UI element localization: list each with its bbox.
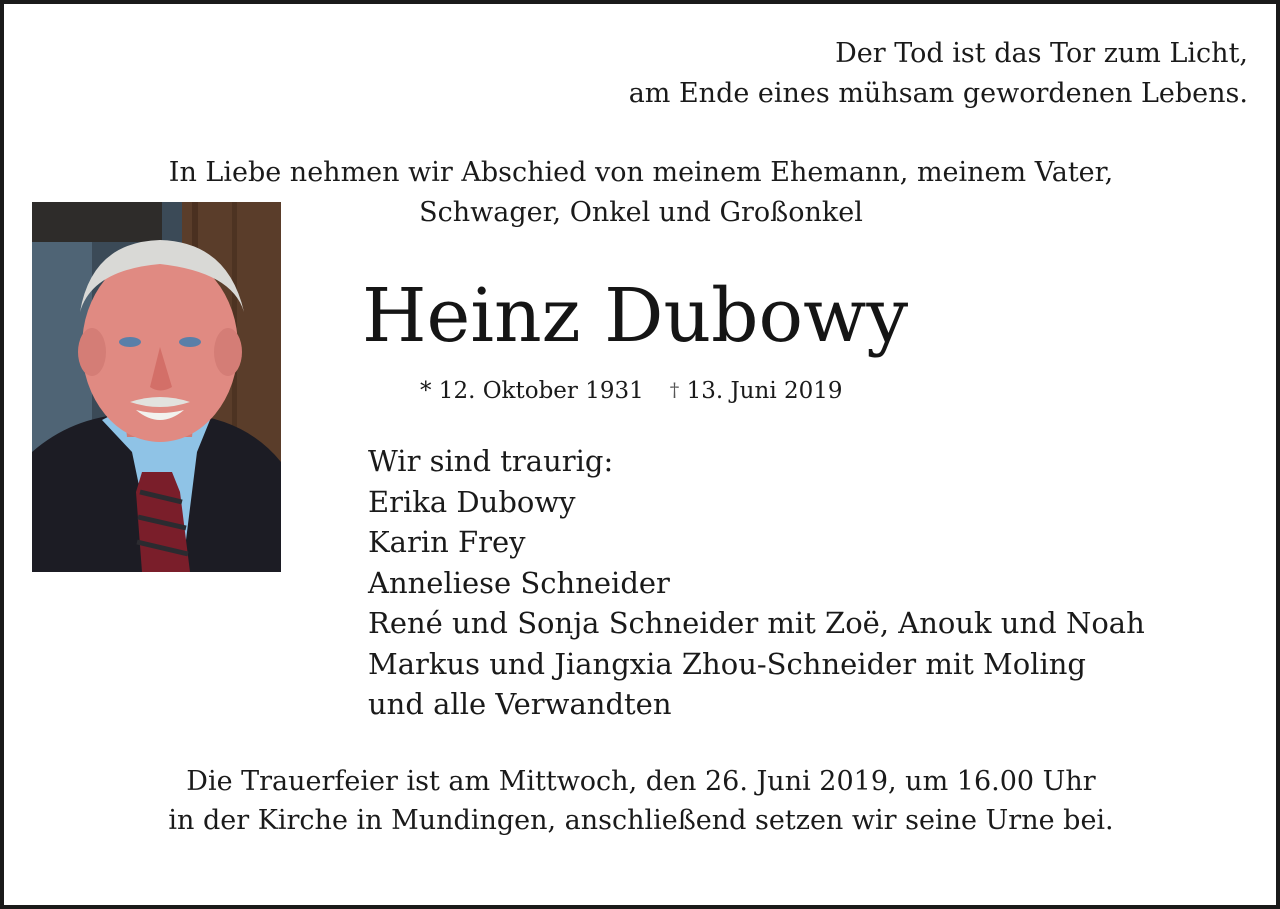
intro-line-1: In Liebe nehmen wir Abschied von meinem Ehemann, meinem Vater, — [168, 157, 1114, 188]
mourner-name: René und Sonja Schneider mit Zoë, Anouk und Noah — [368, 606, 1145, 640]
mourner-name: Anneliese Schneider — [368, 565, 670, 600]
mourners-heading: Wir sind traurig: — [368, 444, 614, 478]
life-dates — [420, 373, 843, 408]
portrait-image — [32, 202, 281, 572]
mourners-list — [368, 441, 1145, 725]
mourner-name: Markus und Jiangxia Zhou-Schneider mit Moling — [368, 646, 1086, 681]
ceremony-info — [4, 762, 1280, 840]
ceremony-line-1: Die Trauerfeier ist am Mittwoch, den 26. Juni 2019, um 16.00 Uhr — [186, 766, 1096, 797]
motto-quote — [629, 34, 1248, 114]
motto-line-1: Der Tod ist das Tor zum Licht, — [835, 38, 1248, 69]
intro-line-2: Schwager, Onkel und Großonkel — [419, 197, 863, 228]
mourner-name: Karin Frey — [368, 525, 526, 559]
mourner-name: und alle Verwandten — [368, 687, 672, 721]
birth-date: * 12. Oktober 1931 — [420, 378, 644, 404]
cross-icon: † — [669, 379, 680, 401]
mourner-name: Erika Dubowy — [368, 484, 576, 519]
death-date: 13. Juni 2019 — [686, 378, 843, 404]
ceremony-line-2: in der Kirche in Mundingen, anschließend setzen wir seine Urne bei. — [168, 805, 1114, 836]
deceased-name: Heinz Dubowy — [362, 273, 909, 359]
portrait-photo — [32, 202, 281, 572]
motto-line-2: am Ende eines mühsam gewordenen Lebens. — [628, 78, 1248, 109]
